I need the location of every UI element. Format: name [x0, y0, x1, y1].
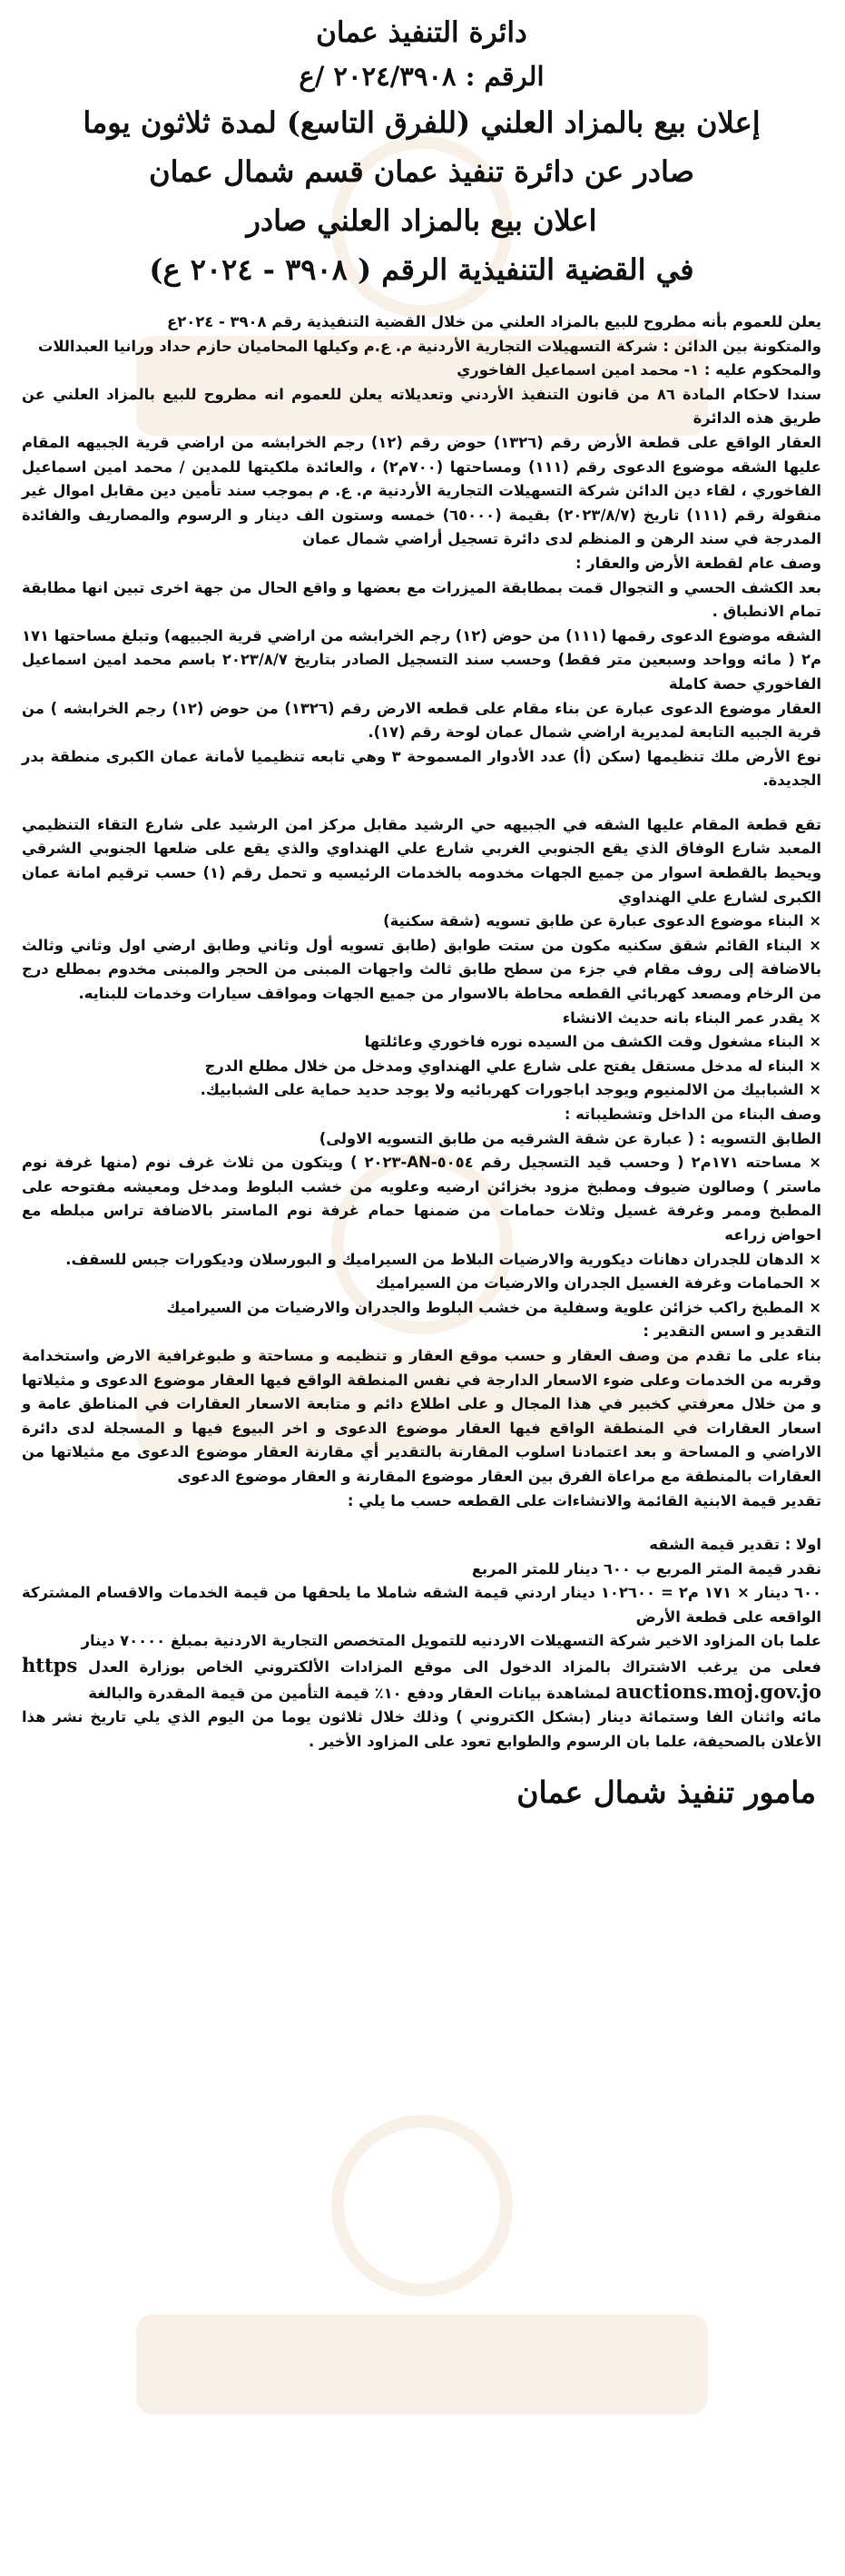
- valuation-intro: تقدير قيمة الابنية القائمة والانشاءات على القطعه حسب ما يلي :: [347, 1491, 821, 1509]
- auctions-link[interactable]: https auctions.moj.gov.jo: [22, 1654, 821, 1703]
- calculation-line: ٦٠٠ دينار × ١٧١ م٢ = ١٠٢٦٠٠ دينار اردني قيمة الشقه شاملا ما يلحقها من قيمة الخدمات والاقسام المشتركة الواقعه على قطعة الأرض: [22, 1584, 821, 1626]
- last-bidder-line: علما بان المزاود الاخير شركة التسهيلات الاردنيه للتمويل المتخصص التجارية الاردنية بمبلغ ٧٠٠٠٠ دينار: [81, 1632, 821, 1650]
- inspection-paragraph: بعد الكشف الحسي و التجوال قمت بمطابقة الميزرات مع بعضها و واقع الحال من جهة اخرى تبين انها مطابقة تمام الانطباق .: [22, 578, 821, 621]
- department-heading: دائرة التنفيذ عمان: [316, 16, 527, 49]
- building-bullet: × الشبابيك من الالمنيوم ويوجد اباجورات كهربائيه ولا يوجد حديد حماية على الشبابيك.: [22, 1078, 821, 1103]
- property-subject-paragraph: العقار موضوع الدعوى عبارة عن بناء مقام على قطعه الارض رقم (١٣٢٦) من حوض (١٢) رجم الخرابشه ) من قرية الجبيه التابعة لمديرية اراضي شمال عمان لوحة رقم (١٧).: [22, 699, 822, 742]
- participation-paragraph: [22, 1654, 821, 1706]
- building-bullet: × البناء مشغول وقت الكشف من السيده نوره فاخوري وعائلتها: [22, 1030, 821, 1055]
- legal-basis-paragraph: سندا لاحكام المادة ٨٦ من قانون التنفيذ الأردني وتعديلاته يعلن للعموم انه مطروح للبيع بالمزاد العلني عن طريق هذه الدائرة: [22, 385, 821, 428]
- issuer-line: صادر عن دائرة تنفيذ عمان قسم شمال عمان: [149, 154, 694, 189]
- building-bullet: × يقدر عمر البناء بانه حديث الانشاء: [22, 1007, 821, 1031]
- land-type-paragraph: نوع الأرض ملك تنظيمها (سكن (أ) عدد الأدوار المسموحة ٣ وهي تابعه تنظيميا لأمانة عمان الكبرى منطقة بدر الجديدة.: [22, 747, 821, 790]
- valuation-basis-paragraph: بناء على ما تقدم من وصف العقار و حسب موقع العقار و تنظيمه و مساحتة و طبوغرافية الارض واستخدامة وقربه من الخدمات وعلى ضوء الاسعار الدارجة في نفس المنطقة الواقع فيها العقار موضوع الدعوى و مثيلاتها و من خلال معرفتي كخبير في هذا المجال و على اطلاع دائم و متابعة الاسعار العقارات في المناطق عامة و اسعار العقارات في المنطقة الواقع فيها العقار موضوع الدعوى و اخر البيوع فيها و المسجلة لدى دائرة الاراضي و المساحة و بعد اعتمادنا اسلوب المقارنة بالتقدير أي مقارنة العقار موضوع الدعوى مع مثيلاتها من العقارات بالمنطقة مع مراعاة الفرق بين العقار موضوع المقارنة و العقار موضوع الدعوى: [22, 1346, 821, 1485]
- floor-heading: الطابق التسويه : ( عبارة عن شقة الشرقيه من طابق التسويه الاولى): [319, 1129, 821, 1147]
- building-bullet: × البناء موضوع الدعوى عبارة عن طابق تسويه (شقة سكنية): [22, 909, 821, 934]
- interior-bullet: × الدهان للجدران دهانات ديكورية والارضيات البلاط من السيراميك و البورسلان وديكورات جبس للسقف.: [22, 1248, 821, 1273]
- building-bullet: × البناء القائم شقق سكنيه مكون من ستت طوابق (طابق تسويه أول وثاني وطابق ارضي اول وثاني وثالث بالاضافة إلى روف مقام في جزء من سطح طابق ثالث واجهات المبنى من الحجر والمبنى مخدوم بمطلع درج من الرخام ومصعد كهربائي القطعه محاطة بالاسوار من جميع الجهات ومواقف سيارات وخدمات للبنايه.: [22, 934, 821, 1007]
- valuation-heading: التقدير و اسس التقدير :: [643, 1322, 821, 1341]
- section-gap: [22, 1513, 821, 1533]
- interior-heading: وصف البناء من الداخل وتشطيباته :: [564, 1106, 821, 1123]
- case-heading: في القضية التنفيذية الرقم ( ٣٩٠٨ - ٢٠٢٤ ع): [149, 252, 694, 287]
- notice-body: [22, 310, 821, 1754]
- parties-paragraph: والمتكونة بين الدائن : شركة التسهيلات التجارية الأردنية م. ع.م وكيلها المحاميان حازم حداد ورانيا العبداللات: [37, 337, 821, 355]
- signature: مامور تنفيذ شمال عمان: [516, 1775, 816, 1811]
- property-location-paragraph: العقار الواقع على قطعة الأرض رقم (١٣٢٦) حوض رقم (١٢) رجم الخرابشه من اراضي قرية الجبيهه المقام عليها الشقه موضوع الدعوى رقم (١١١) ومساحتها (٧٠٠م٢) ، والعائدة ملكيتها للمدين / محمد امين اسماعيل الفاخوري ، لقاء دين الدائن شركة التسهيلات التجارية الأردنية م. ع. م بموجب سند تأمين دين مقابل اموال غير منقولة رقم (١١١) تاريخ (٢٠٢٣/٨/٧) بقيمة (٦٥٠٠٠) خمسه وستون الف دينار و الرسوم والمصاريف والفائدة المدرجة في سند الرهن و المنظم لدى دائرة تسجيل أراضي شمال عمان: [22, 433, 822, 548]
- case-number: الرقم : ٢٠٢٤/٣٩٠٨ /ع: [299, 61, 545, 92]
- first-valuation-heading: اولا : تقدير قيمة الشقه: [649, 1536, 821, 1554]
- interior-bullet: × الحمامات وغرفة الغسيل الجدران والارضيات من السيراميك: [22, 1272, 821, 1296]
- interior-bullet: × المطبخ راكب خزائن علوية وسفلية من خشب البلوط والجدران والارضيات من السيراميك: [22, 1296, 821, 1321]
- deposit-paragraph: مائه واثنان الفا وستمائة دينار (بشكل الكتروني ) وذلك خلال ثلاثون يوما من اليوم الذي يلي تاريخ نشر هذا الأعلان بالصحيفة، علما بان الرسوم والطوابع تعود على المزاود الأخير .: [22, 1708, 821, 1750]
- general-description-heading: وصف عام لقطعة الأرض والعقار :: [575, 554, 821, 572]
- intro-paragraph: يعلن للعموم بأنه مطروح للبيع بالمزاد العلني من خلال القضية التنفيذية رقم ٣٩٠٨ - ٢٠٢٤ع: [167, 313, 821, 330]
- watermark-logo: [136, 2088, 708, 2469]
- participation-text: فعلى من يرغب الاشتراك بالمزاد الدخول الى موقع المزادات الألكتروني الخاص بوزارة العدل: [88, 1658, 821, 1676]
- meter-price-line: نقدر قيمة المتر المربع ب ٦٠٠ دينار للمتر المربع: [471, 1559, 821, 1578]
- participation-text-cont: لمشاهدة بيانات العقار ودفع ١٠٪ قيمة التأمين من قيمة المقدرة والبالغة: [88, 1684, 611, 1702]
- location-detail-paragraph: تقع قطعة المقام عليها الشقه في الجبيهه حي الرشيد مقابل مركز امن الرشيد على شارع التقاء التنظيمي المعبد شارع الوفاق الذي يقع الجنوبي الغربي شارع علي الهنداوي والذي يقع على ضلعها الجنوبي الشرقي ويحيط بالقطعة اسوار من جميع الجهات مخدومه بالخدمات الرئيسيه و تحمل رقم (١) حسب ترقيم امانة عمان الكبرى لشارع علي الهنداوي: [22, 815, 822, 906]
- notice-title: إعلان بيع بالمزاد العلني (للفرق التاسع) لمدة ثلاثون يوما: [83, 105, 761, 140]
- sale-heading: اعلان بيع بالمزاد العلني صادر: [246, 203, 597, 238]
- interior-bullet: × مساحته ١٧١م٢ ( وحسب قيد التسجيل رقم ٥٠٥٤-AN-٢٠٢٣ ) ويتكون من ثلاث غرف نوم (منها غرفة نوم ماستر ) وصالون ضيوف ومطبخ مزود بخزائن ارضيه وعلويه من خشب البلوط ومدخل ومعيشه مفتوحه على المطبخ وممر وغرفة غسيل وثلاث حمامات من ضمنها حمام غرفة نوم الماستر بالاضافة تراس مبلطه مع احواض زراعه: [22, 1151, 821, 1247]
- apartment-paragraph: الشقه موضوع الدعوى رقمها (١١١) من حوض (١٢) رجم الخرابشه من اراضي قرية الجبيهه) وتبلغ مساحتها ١٧١ م٢ ( مائه وواحد وسبعين متر فقط) وحسب سند التسجيل الصادر بتاريخ ٢٠٢٣/٨/٧ باسم محمد امين اسماعيل الفاخوري حصة كاملة: [22, 626, 822, 693]
- building-bullet: × البناء له مدخل مستقل يفتح على شارع علي الهنداوي ومدخل من خلال مطلع الدرج: [22, 1055, 821, 1079]
- section-gap: [22, 793, 821, 813]
- debtor-paragraph: والمحكوم عليه : ١- محمد امين اسماعيل الفاخوري: [457, 361, 821, 379]
